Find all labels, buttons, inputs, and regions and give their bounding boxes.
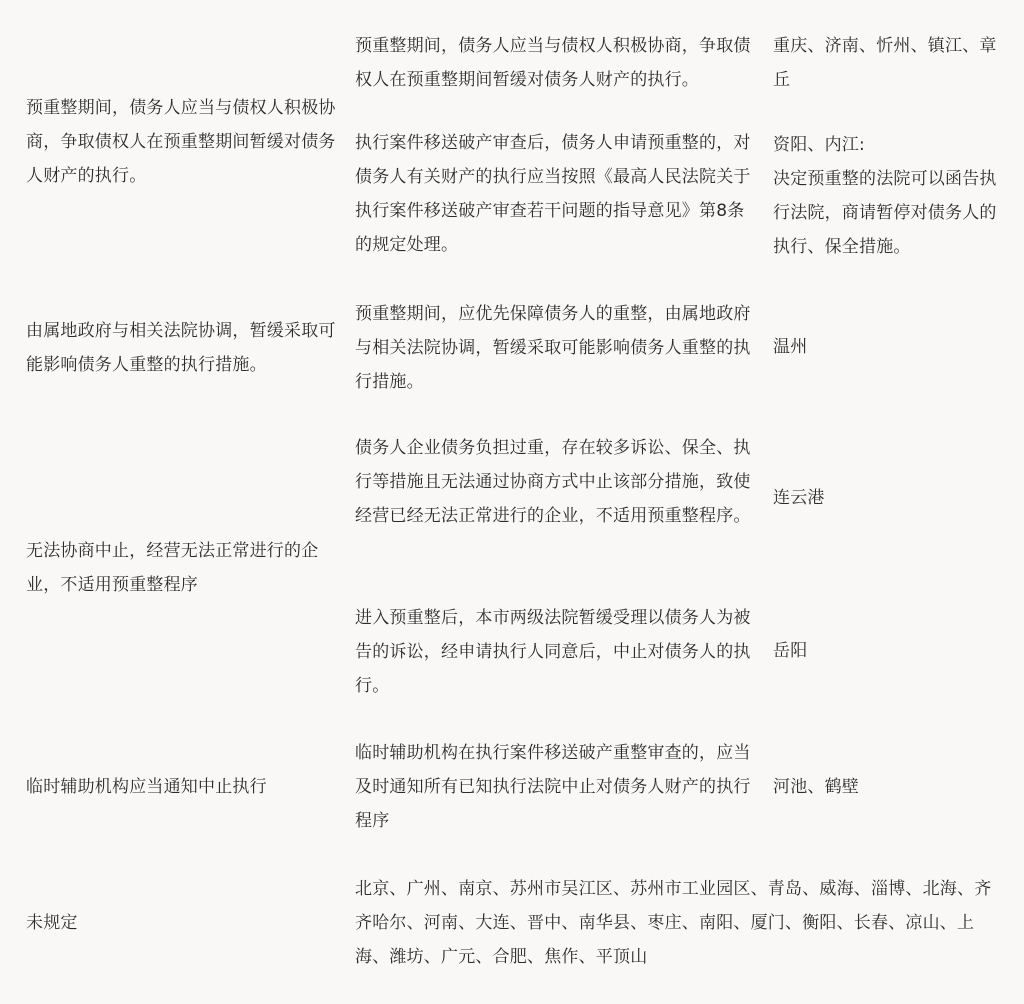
category-cell: 预重整期间，债务人应当与债权人积极协商，争取债权人在预重整期间暂缓对债务人财产的执行。	[26, 98, 336, 186]
cities-label: 资阳、内江:	[773, 135, 865, 155]
cities-cell: 连云港	[773, 488, 825, 508]
provision-cell: 预重整期间，应优先保障债务人的重整，由属地政府与相关法院协调，暂缓采取可能影响债务人重整的执行措施。	[355, 304, 751, 392]
cities-cell	[773, 128, 1009, 264]
provision-cell: 预重整期间，债务人应当与债权人积极协商，争取债权人在预重整期间暂缓对债务人财产的执行。	[355, 36, 751, 90]
provision-cell: 执行案件移送破产审查后，债务人申请预重整的，对债务人有关财产的执行应当按照《最高人民法院关于执行案件移送破产审查若干问题的指导意见》第8条的规定处理。	[355, 133, 751, 255]
cities-cell: 重庆、济南、忻州、镇江、章丘	[773, 36, 997, 90]
category-cell: 临时辅助机构应当通知中止执行	[26, 777, 267, 797]
provision-cell: 北京、广州、南京、苏州市吴江区、苏州市工业园区、青岛、威海、淄博、北海、齐齐哈尔、河南、大连、晋中、南华县、枣庄、南阳、厦门、衡阳、长春、凉山、上海、潍坊、广元、合肥、焦作、平顶山	[355, 879, 992, 967]
cities-cell: 温州	[773, 337, 808, 357]
provision-cell: 临时辅助机构在执行案件移送破产重整审查的，应当及时通知所有已知执行法院中止对债务人财产的执行程序	[355, 743, 751, 831]
category-cell: 无法协商中止，经营无法正常进行的企业，不适用预重整程序	[26, 541, 319, 595]
cities-cell: 岳阳	[773, 641, 808, 661]
provision-cell: 进入预重整后，本市两级法院暂缓受理以债务人为被告的诉讼，经申请执行人同意后，中止对债务人的执行。	[355, 608, 751, 696]
provision-cell: 债务人企业债务负担过重，存在较多诉讼、保全、执行等措施且无法通过协商方式中止该部分措施，致使经营已经无法正常进行的企业，不适用预重整程序。	[355, 438, 751, 526]
category-cell: 未规定	[26, 913, 78, 933]
cities-note: 决定预重整的法院可以函告执行法院，商请暂停对债务人的执行、保全措施。	[773, 169, 997, 257]
cities-cell: 河池、鹤壁	[773, 777, 859, 797]
category-cell: 由属地政府与相关法院协调，暂缓采取可能影响债务人重整的执行措施。	[26, 321, 336, 375]
